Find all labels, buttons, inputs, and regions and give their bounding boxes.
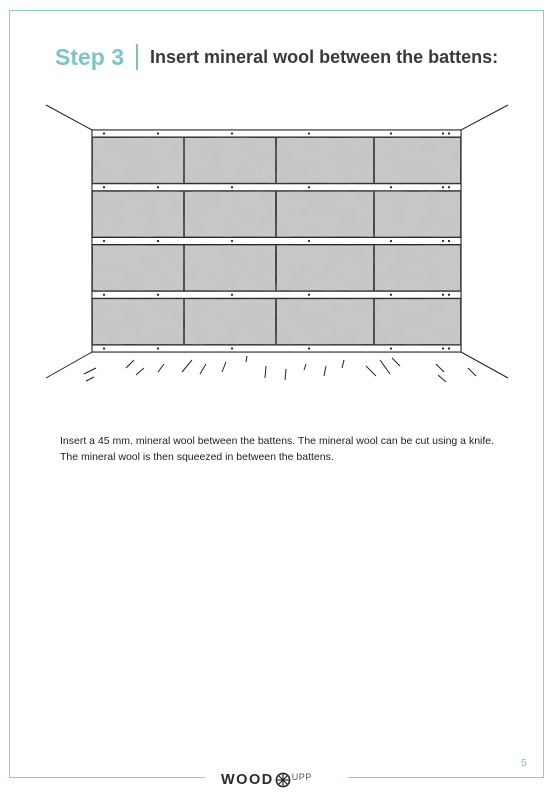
- mineral-wool-panel: [277, 299, 374, 345]
- wall-panel-grid: [92, 130, 461, 352]
- screw-dot: [157, 294, 159, 296]
- mineral-wool-panel: [185, 245, 276, 291]
- screw-dot: [448, 294, 450, 296]
- floor-hatch-mark: [324, 366, 326, 376]
- screw-dot: [308, 132, 310, 134]
- floor-hatch-mark: [468, 368, 476, 376]
- screw-dot: [308, 240, 310, 242]
- floor-hatch-mark: [182, 360, 192, 372]
- floor-hatch-mark: [342, 360, 344, 368]
- logo-upp-text: UPP: [291, 772, 312, 782]
- screw-dot: [231, 347, 233, 349]
- floor-hatch-marks: [84, 356, 476, 382]
- screw-dot: [231, 294, 233, 296]
- woodupp-logo: [221, 770, 312, 790]
- screw-dot: [157, 186, 159, 188]
- screw-dot: [231, 240, 233, 242]
- screw-dot: [442, 240, 444, 242]
- floor-hatch-mark: [436, 364, 444, 372]
- floor-hatch-mark: [304, 364, 306, 370]
- floor-hatch-mark: [392, 358, 400, 366]
- mineral-wool-panel: [185, 191, 276, 237]
- mineral-wool-panel: [277, 138, 374, 184]
- floor-hatch-mark: [366, 366, 376, 376]
- screw-dot: [442, 294, 444, 296]
- floor-hatch-mark: [126, 360, 134, 368]
- screw-dot: [231, 186, 233, 188]
- screw-dot: [103, 132, 105, 134]
- floor-hatch-mark: [265, 366, 266, 378]
- screw-dot: [103, 186, 105, 188]
- mineral-wool-panel: [277, 191, 374, 237]
- floor-hatch-mark: [84, 368, 96, 374]
- floor-hatch-mark: [246, 356, 247, 362]
- screw-dot: [448, 132, 450, 134]
- logo-wood-text: WOOD: [221, 772, 274, 788]
- mineral-wool-panel: [375, 138, 461, 184]
- screw-dot: [390, 186, 392, 188]
- floor-hatch-mark: [438, 375, 446, 382]
- mineral-wool-panel: [93, 299, 184, 345]
- screw-dot: [442, 347, 444, 349]
- wall-with-mineral-wool-illustration: [40, 98, 514, 390]
- screw-dot: [308, 347, 310, 349]
- floor-hatch-mark: [200, 364, 206, 374]
- floor-hatch-mark: [158, 364, 164, 372]
- screw-dot: [231, 132, 233, 134]
- step-heading: [55, 40, 498, 74]
- instruction-text: Insert a 45 mm. mineral wool between the battens. The mineral wool can be cut using a knife. The mineral wool is then squeezed in between the battens.: [60, 435, 495, 463]
- floor-hatch-mark: [285, 369, 286, 380]
- screw-dot: [448, 347, 450, 349]
- screw-dot: [308, 294, 310, 296]
- mineral-wool-panel: [93, 245, 184, 291]
- horizontal-batten: [92, 345, 461, 352]
- mineral-wool-panel: [93, 191, 184, 237]
- screw-dot: [157, 347, 159, 349]
- screw-dot: [103, 347, 105, 349]
- wheel-logo-icon: [275, 772, 291, 788]
- horizontal-batten: [92, 184, 461, 191]
- screw-dot: [157, 240, 159, 242]
- floor-hatch-mark: [380, 360, 390, 374]
- mineral-wool-panel: [185, 299, 276, 345]
- floor-hatch-mark: [136, 368, 144, 375]
- mineral-wool-panel: [185, 138, 276, 184]
- screw-dot: [390, 294, 392, 296]
- screw-dot: [390, 347, 392, 349]
- screw-dot: [157, 132, 159, 134]
- heading-separator: [136, 44, 138, 70]
- screw-dot: [442, 132, 444, 134]
- mineral-wool-panel: [277, 245, 374, 291]
- step-title: Insert mineral wool between the battens:: [150, 46, 499, 67]
- screw-dot: [103, 294, 105, 296]
- step-label: Step 3: [55, 43, 125, 70]
- mineral-wool-panel: [93, 138, 184, 184]
- screw-dot: [390, 240, 392, 242]
- screw-dot: [448, 240, 450, 242]
- page-number: 5: [521, 758, 527, 769]
- screw-dot: [448, 186, 450, 188]
- floor-hatch-mark: [222, 362, 226, 372]
- horizontal-batten: [92, 238, 461, 245]
- mineral-wool-panel: [375, 299, 461, 345]
- screw-dot: [390, 132, 392, 134]
- mineral-wool-panel: [375, 191, 461, 237]
- horizontal-batten: [92, 130, 461, 137]
- screw-dot: [308, 186, 310, 188]
- floor-hatch-mark: [86, 377, 94, 381]
- screw-dot: [442, 186, 444, 188]
- horizontal-batten: [92, 291, 461, 298]
- mineral-wool-panel: [375, 245, 461, 291]
- screw-dot: [103, 240, 105, 242]
